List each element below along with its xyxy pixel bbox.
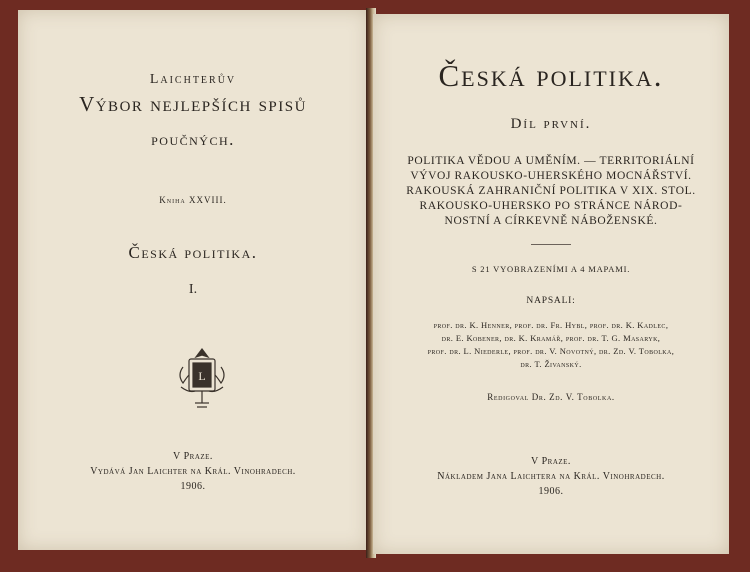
series-publisher: Laichterův: [149, 72, 237, 87]
authors-line: prof. dr. L. Niederle, prof. dr. V. Novotný, dr. Zd. V. Tobolka,: [427, 346, 675, 356]
volume-label: Kniha XXVIII.: [159, 195, 227, 205]
right-page-title-page: [373, 14, 729, 554]
authors-heading: NAPSALI:: [526, 296, 576, 306]
left-imprint-publisher: Vydává Jan Laichter na Král. Vinohradech.: [90, 466, 296, 477]
illustrations-note: S 21 VYOBRAZENÍMI A 4 MAPAMI.: [471, 264, 631, 274]
divider-rule: [531, 244, 571, 245]
editor-credit: Redigoval Dr. Zd. V. Tobolka.: [487, 392, 615, 402]
contents-line: RAKOUSKÁ ZAHRANIČNÍ POLITIKA V XIX. STOL.: [406, 185, 696, 197]
series-title: Výbor nejlepších spisů: [79, 92, 307, 116]
contents-line: POLITIKA VĚDOU A UMĚNÍM. — TERRITORIÁLNÍ: [407, 155, 695, 167]
right-imprint-publisher: Nákladem Jana Laichtera na Král. Vinohradech.: [437, 471, 665, 482]
contents-block: [373, 154, 729, 229]
part-title: Díl první.: [510, 116, 592, 132]
volume-number: I.: [188, 282, 198, 297]
svg-text:L: L: [198, 369, 206, 383]
contents-line: RAKOUSKO-UHERSKO PO STRÁNCE NÁROD-: [419, 200, 683, 212]
contents-line: VÝVOJ RAKOUSKO-UHERSKÉHO MOCNÁŘSTVÍ.: [410, 170, 692, 182]
series-subtitle: poučných.: [151, 130, 235, 149]
authors-line: dr. E. Kobener, dr. K. Kramář, prof. dr. T. G. Masaryk,: [441, 333, 661, 343]
main-title: Česká politika.: [438, 58, 664, 93]
contents-line: NOSTNÍ A CÍRKEVNĚ NÁBOŽENSKÉ.: [444, 215, 658, 227]
right-imprint-city: V Praze.: [531, 456, 571, 467]
authors-line: prof. dr. K. Henner, prof. dr. Fr. Hybl, prof. dr. K. Kadlec,: [433, 320, 669, 330]
authors-line: dr. T. Živanský.: [520, 359, 582, 369]
left-imprint-year: 1906.: [180, 481, 206, 492]
left-imprint-city: V Praze.: [173, 451, 213, 462]
authors-block: [373, 319, 729, 371]
right-imprint-year: 1906.: [538, 486, 564, 497]
left-page-half-title: [18, 10, 368, 550]
book-title: Česká politika.: [128, 243, 258, 262]
publisher-emblem-icon: [175, 347, 229, 409]
